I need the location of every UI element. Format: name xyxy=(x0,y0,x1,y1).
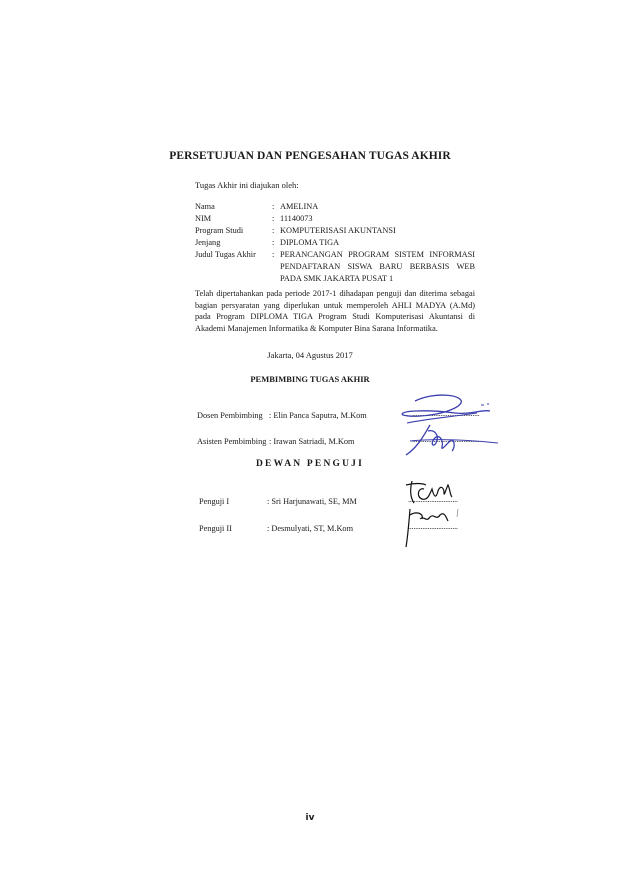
signer-name: : Irawan Satriadi, M.Kom xyxy=(269,437,355,446)
signer-role: Penguji I xyxy=(199,497,230,506)
dewan-penguji-title: DEWAN PENGUJI xyxy=(255,459,365,469)
approval-paragraph: Telah dipertahankan pada periode 2017-1 dihadapan penguji dan diterima sebagai bagian persyaratan yang diperlukan untuk memperoleh AHLI MADYA (A.Md) pada Program DIPLOMA TIGA Program Studi Komputerisasi Akuntansi di Akademi Manajemen Informatika & Komputer Bina Sarana Informatika. xyxy=(195,289,475,333)
signer-role: Dosen Pembimbing xyxy=(197,411,263,420)
signer-name: : Desmulyati, ST, M.Kom xyxy=(267,524,354,533)
field-value: KOMPUTERISASI AKUNTANSI xyxy=(280,226,396,235)
pembimbing-title: PEMBIMBING TUGAS AKHIR xyxy=(250,374,370,384)
field-nim: NIM : 11140073 xyxy=(195,213,475,225)
signature-row-asisten xyxy=(197,437,417,446)
intro-text: Tugas Akhir ini diajukan oleh: xyxy=(195,180,299,190)
field-judul: Judul Tugas Akhir : PERANCANGAN PROGRAM SISTEM INFORMASI xyxy=(195,250,475,259)
field-label: NIM xyxy=(195,214,212,223)
stray-mark xyxy=(454,508,462,518)
field-value: DIPLOMA TIGA xyxy=(280,238,340,247)
document-title: PERSETUJUAN DAN PENGESAHAN TUGAS AKHIR xyxy=(169,150,451,162)
field-label: Program Studi xyxy=(195,226,244,235)
signature-row-dosen xyxy=(197,411,417,420)
signature-asisten-pembimbing xyxy=(400,421,500,461)
signature-penguji-1 xyxy=(402,475,462,507)
field-value: PERANCANGAN PROGRAM SISTEM INFORMASI xyxy=(280,250,475,259)
signature-penguji-2 xyxy=(400,505,460,549)
identity-fields xyxy=(195,201,475,285)
field-label: Jenjang xyxy=(195,238,221,247)
field-label: Nama xyxy=(195,202,215,211)
field-value: PENDAFTARAN SISWA BARU BERBASIS WEB xyxy=(280,262,475,271)
field-value: PADA SMK JAKARTA PUSAT 1 xyxy=(280,274,394,283)
signature-row-penguji-2 xyxy=(199,524,409,533)
signature-line: ............................ xyxy=(408,522,458,531)
signature-row-penguji-1 xyxy=(199,497,409,506)
signer-role: Asisten Pembimbing xyxy=(197,437,267,446)
page-number: iv xyxy=(305,813,315,823)
field-nama: Nama : AMELINA xyxy=(195,201,475,213)
field-label: Judul Tugas Akhir xyxy=(195,250,256,259)
field-jenjang: Jenjang : DIPLOMA TIGA xyxy=(195,237,475,249)
place-date: Jakarta, 04 Agustus 2017 xyxy=(267,350,353,360)
signature-line: ...................................... xyxy=(412,409,480,418)
field-program-studi: Program Studi : KOMPUTERISASI AKUNTANSI xyxy=(195,225,475,237)
signer-name: : Elin Panca Saputra, M.Kom xyxy=(269,411,367,420)
field-value: 11140073 xyxy=(280,214,313,223)
field-value: AMELINA xyxy=(280,202,319,211)
signer-name: : Sri Harjunawati, SE, MM xyxy=(267,497,357,506)
signature-line: ............................ xyxy=(408,495,458,504)
signer-role: Penguji II xyxy=(199,524,232,533)
signature-line: ...................................... xyxy=(412,435,480,444)
